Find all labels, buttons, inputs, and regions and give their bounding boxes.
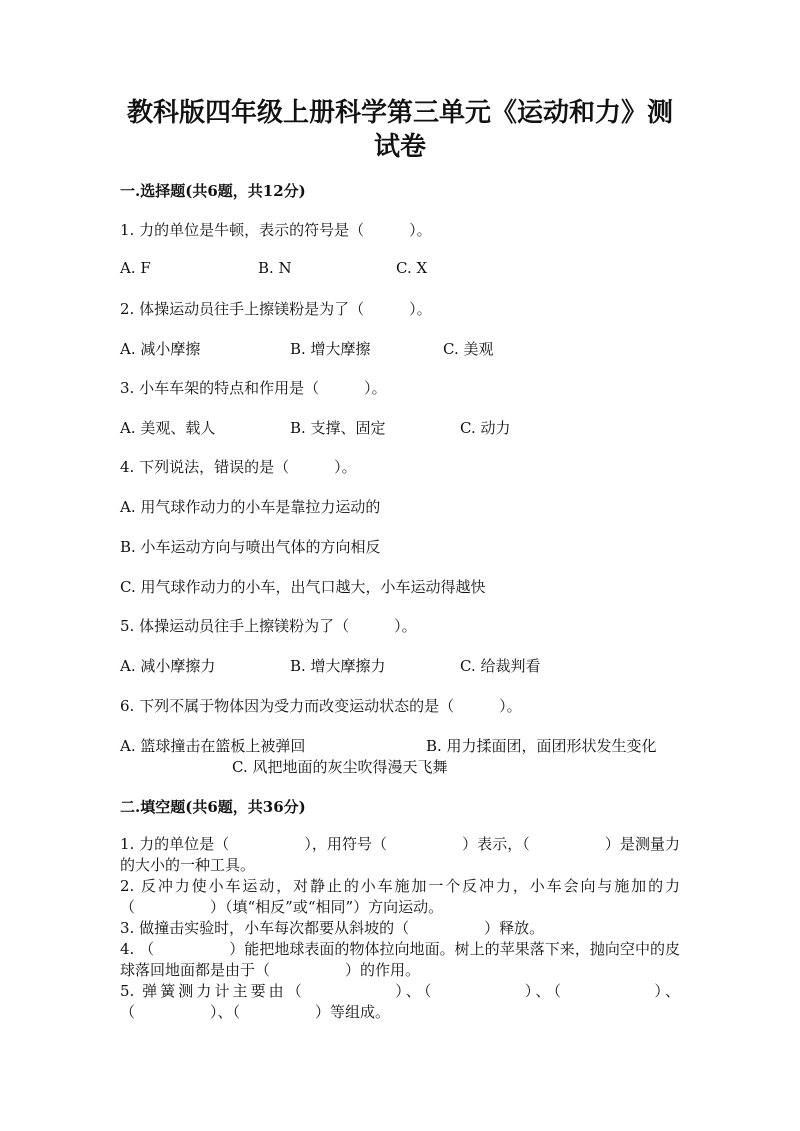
question-3-option-a: A. 美观、载人: [120, 419, 216, 437]
question-1-option-c: C. X: [396, 259, 428, 277]
question-1-option-a: A. F: [120, 259, 151, 277]
question-4-stem: 4. 下列说法，错误的是（ ）。: [120, 458, 357, 476]
fill-in-item-5: 5. 弹簧测力计主要由（ ）、（ ）、（ ）、（ ）、（ ）等组成。: [120, 982, 680, 1021]
question-6-option-a: A. 篮球撞击在篮板上被弹回: [120, 737, 306, 755]
fill-in-item-4: 4. （ ）能把地球表面的物体拉向地面。树上的苹果落下来，抛向空中的皮球落回地面都是由于（ ）的作用。: [120, 940, 680, 979]
question-6-option-b: B. 用力揉面团，面团形状发生变化: [426, 737, 657, 755]
question-4-option-a: A. 用气球作动力的小车是靠拉力运动的: [120, 498, 381, 516]
question-2-option-b: B. 增大摩擦: [290, 340, 371, 358]
question-5-option-b: B. 增大摩擦力: [290, 657, 386, 675]
section-heading-choice: 一.选择题(共6题，共12分): [120, 182, 306, 200]
question-4-option-b: B. 小车运动方向与喷出气体的方向相反: [120, 538, 381, 556]
question-2-option-c: C. 美观: [443, 340, 494, 358]
question-4-option-c: C. 用气球作动力的小车，出气口越大，小车运动得越快: [120, 578, 486, 596]
question-1-stem: 1. 力的单位是牛顿，表示的符号是（ ）。: [120, 221, 432, 239]
question-2-stem: 2. 体操运动员往手上擦镁粉是为了（ ）。: [120, 300, 432, 318]
question-3-option-b: B. 支撑、固定: [290, 419, 386, 437]
question-6-stem: 6. 下列不属于物体因为受力而改变运动状态的是（ ）。: [120, 697, 522, 715]
fill-in-item-2: 2. 反冲力使小车运动，对静止的小车施加一个反冲力，小车会向与施加的力（ ）（填“相反”或“相同”）方向运动。: [120, 877, 680, 916]
section-heading-fill-in: 二.填空题(共6题，共36分): [120, 798, 306, 816]
question-6-option-c: C. 风把地面的灰尘吹得漫天飞舞: [232, 758, 448, 776]
question-2-option-a: A. 减小摩擦: [120, 340, 201, 358]
question-3-stem: 3. 小车车架的特点和作用是（ ）。: [120, 379, 387, 397]
question-5-option-c: C. 给裁判看: [460, 657, 541, 675]
fill-in-item-3: 3. 做撞击实验时，小车每次都要从斜坡的（ ）释放。: [120, 919, 545, 937]
question-3-option-c: C. 动力: [460, 419, 511, 437]
fill-in-item-1: 1. 力的单位是（ ），用符号（ ）表示，（ ）是测量力的大小的一种工具。: [120, 835, 680, 874]
question-5-option-a: A. 减小摩擦力: [120, 657, 216, 675]
question-1-option-b: B. N: [258, 259, 292, 277]
question-5-stem: 5. 体操运动员往手上擦镁粉为了（ ）。: [120, 617, 417, 635]
document-title: 教科版四年级上册科学第三单元《运动和力》测试卷: [126, 98, 673, 162]
